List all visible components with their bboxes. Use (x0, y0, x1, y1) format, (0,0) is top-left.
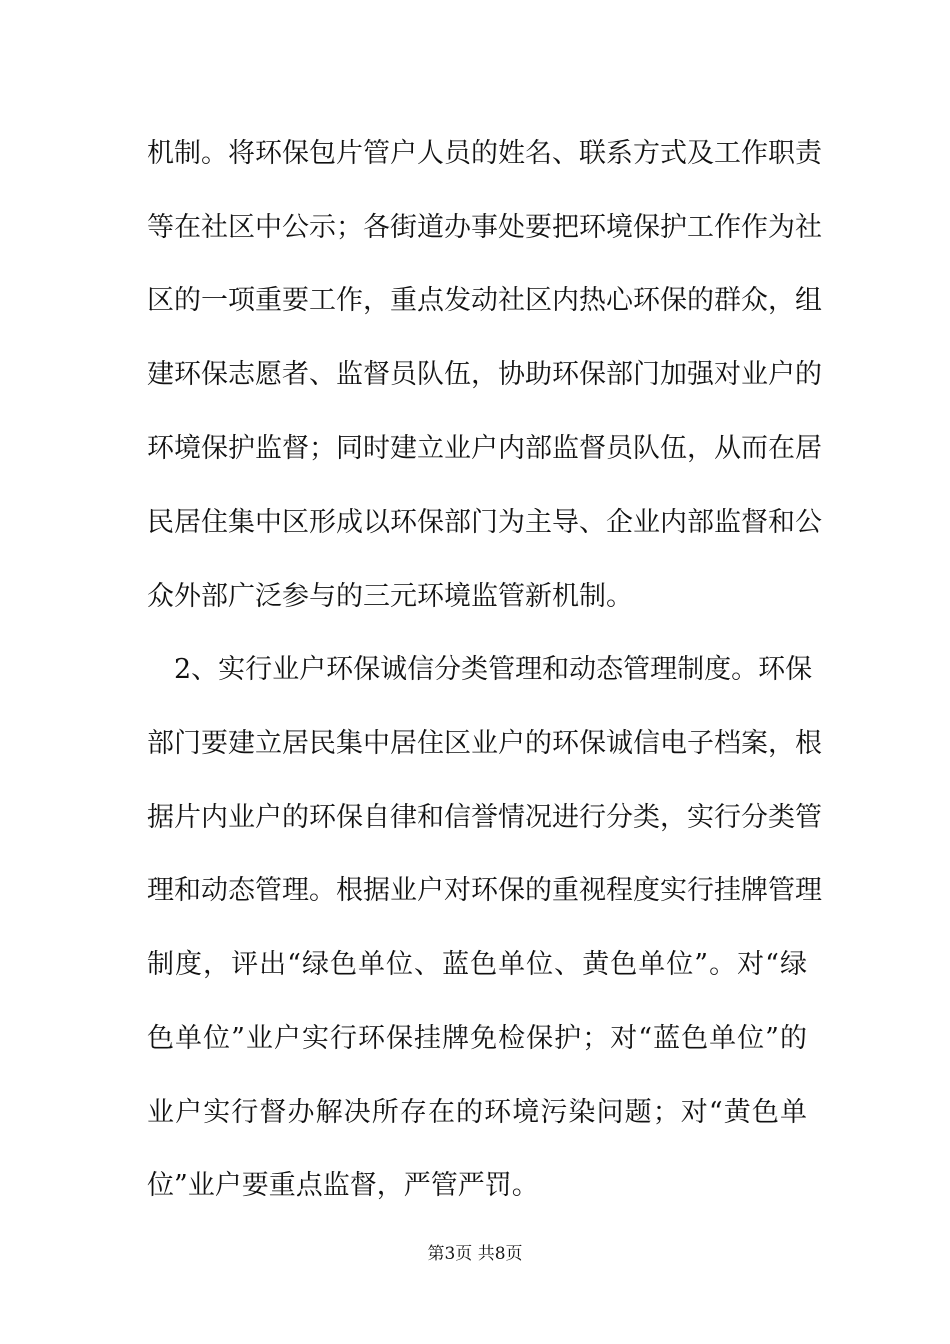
text-line: 2、实行业户环保诚信分类管理和动态管理制度。环保 (147, 654, 813, 685)
text-line: 等在社区中公示；各街道办事处要把环境保护工作作为社 (147, 212, 822, 243)
text-line: 据片内业户的环保自律和信誉情况进行分类，实行分类管 (147, 802, 822, 833)
text-line: 部门要建立居民集中居住区业户的环保诚信电子档案，根 (147, 728, 822, 759)
text-line: 机制。将环保包片管户人员的姓名、联系方式及工作职责 (147, 138, 822, 169)
text-line: 业户实行督办解决所存在的环境污染问题；对“黄色单 (147, 1097, 807, 1128)
text-line: 民居住集中区形成以环保部门为主导、企业内部监督和公 (147, 507, 822, 538)
page-number: 第3页 共8页 (427, 1244, 523, 1264)
text-line: 环境保护监督；同时建立业户内部监督员队伍，从而在居 (147, 433, 822, 464)
text-line: 色单位”业户实行环保挂牌免检保护；对“蓝色单位”的 (147, 1023, 807, 1054)
text-line: 位”业户要重点监督，严管严罚。 (147, 1170, 539, 1201)
text-line: 众外部广泛参与的三元环境监管新机制。 (147, 581, 633, 612)
text-line: 区的一项重要工作，重点发动社区内热心环保的群众，组 (147, 285, 822, 316)
text-line: 建环保志愿者、监督员队伍，协助环保部门加强对业户的 (147, 359, 822, 390)
text-line: 理和动态管理。根据业户对环保的重视程度实行挂牌管理 (147, 875, 822, 906)
text-line: 制度，评出“绿色单位、蓝色单位、黄色单位”。对“绿 (147, 949, 807, 980)
